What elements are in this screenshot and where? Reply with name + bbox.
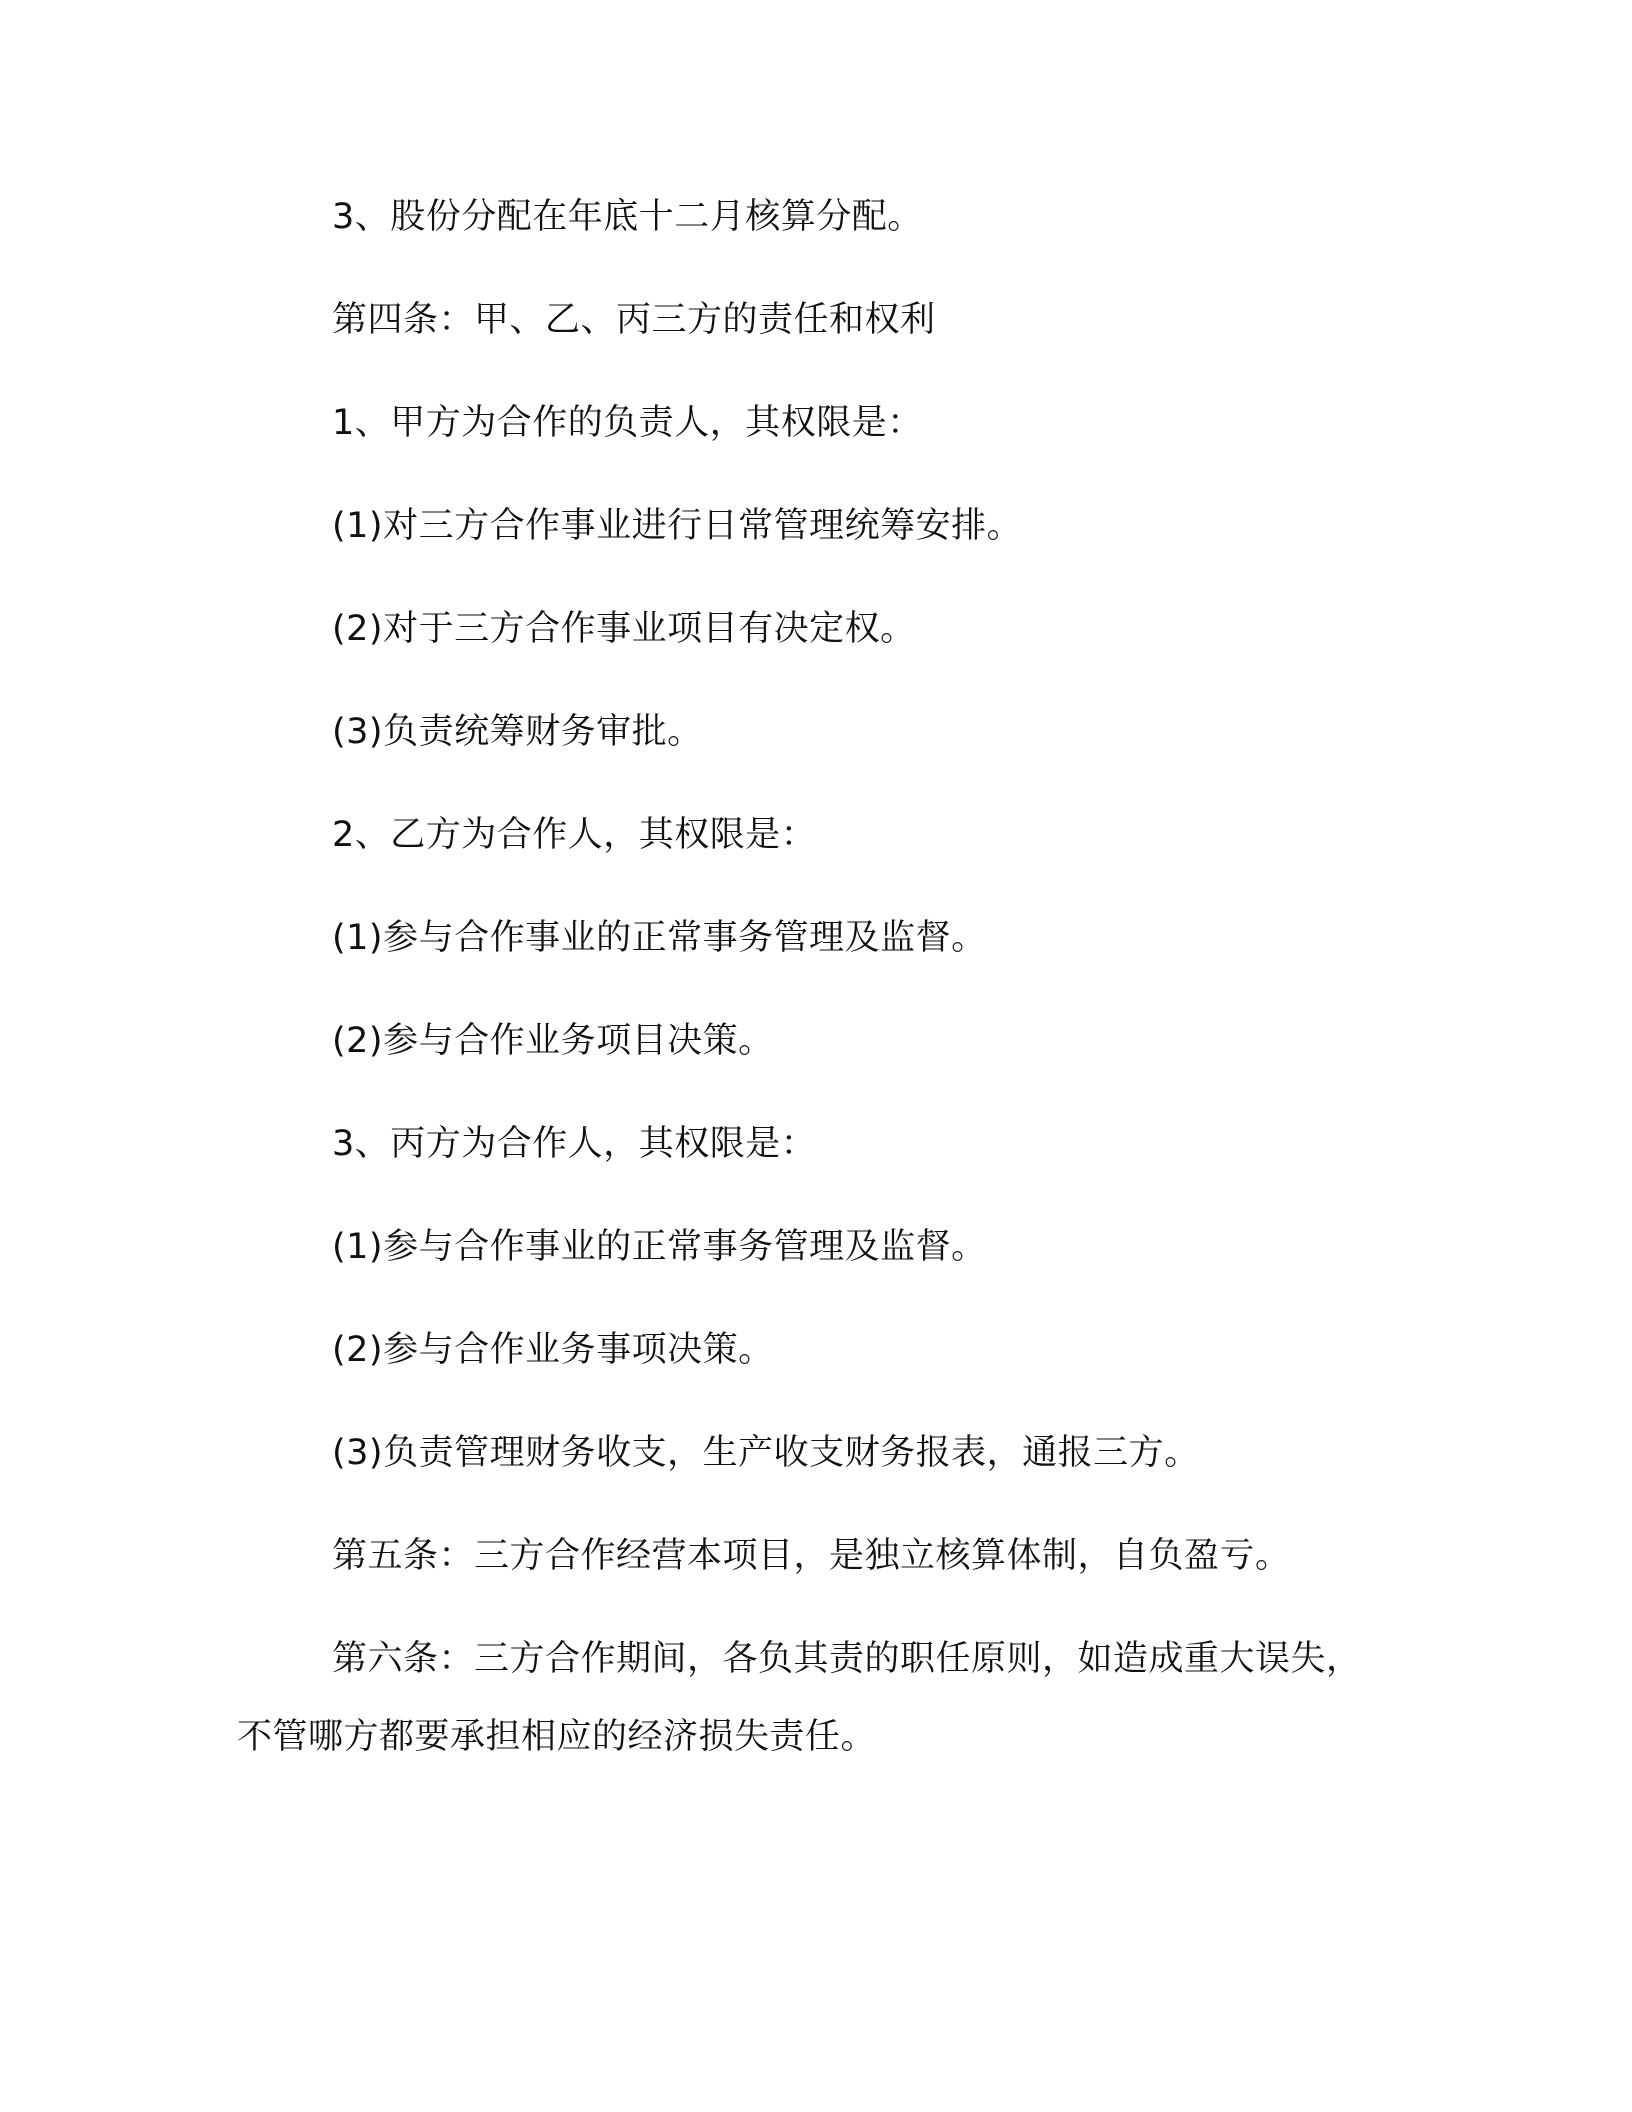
heading-article-six: 第六条：三方合作期间，各负其责的职任原则，如造成重大误失， (332, 1639, 1362, 1679)
list-item-a-2: (2)对于三方合作事业项目有决定权。 (332, 609, 916, 649)
paragraph-party-b-role: 2、乙方为合作人，其权限是： (332, 815, 817, 855)
paragraph-party-c-role: 3、丙方为合作人，其权限是： (332, 1124, 817, 1164)
list-item-c-3: (3)负责管理财务收支，生产收支财务报表，通报三方。 (332, 1433, 1200, 1473)
paragraph-article-six-continued: 不管哪方都要承担相应的经济损失责任。 (237, 1717, 877, 1757)
list-item-a-3: (3)负责统筹财务审批。 (332, 712, 703, 752)
heading-article-five: 第五条：三方合作经营本项目，是独立核算体制，自负盈亏。 (332, 1536, 1291, 1576)
list-item-b-2: (2)参与合作业务项目决策。 (332, 1021, 774, 1061)
list-item-c-2: (2)参与合作业务事项决策。 (332, 1330, 774, 1370)
list-item-b-1: (1)参与合作事业的正常事务管理及监督。 (332, 918, 987, 958)
paragraph-share-distribution: 3、股份分配在年底十二月核算分配。 (332, 197, 923, 237)
heading-article-four: 第四条：甲、乙、丙三方的责任和权利 (332, 300, 936, 340)
paragraph-party-a-role: 1、甲方为合作的负责人，其权限是： (332, 403, 923, 443)
list-item-a-1: (1)对三方合作事业进行日常管理统筹安排。 (332, 506, 1023, 546)
list-item-c-1: (1)参与合作事业的正常事务管理及监督。 (332, 1227, 987, 1267)
